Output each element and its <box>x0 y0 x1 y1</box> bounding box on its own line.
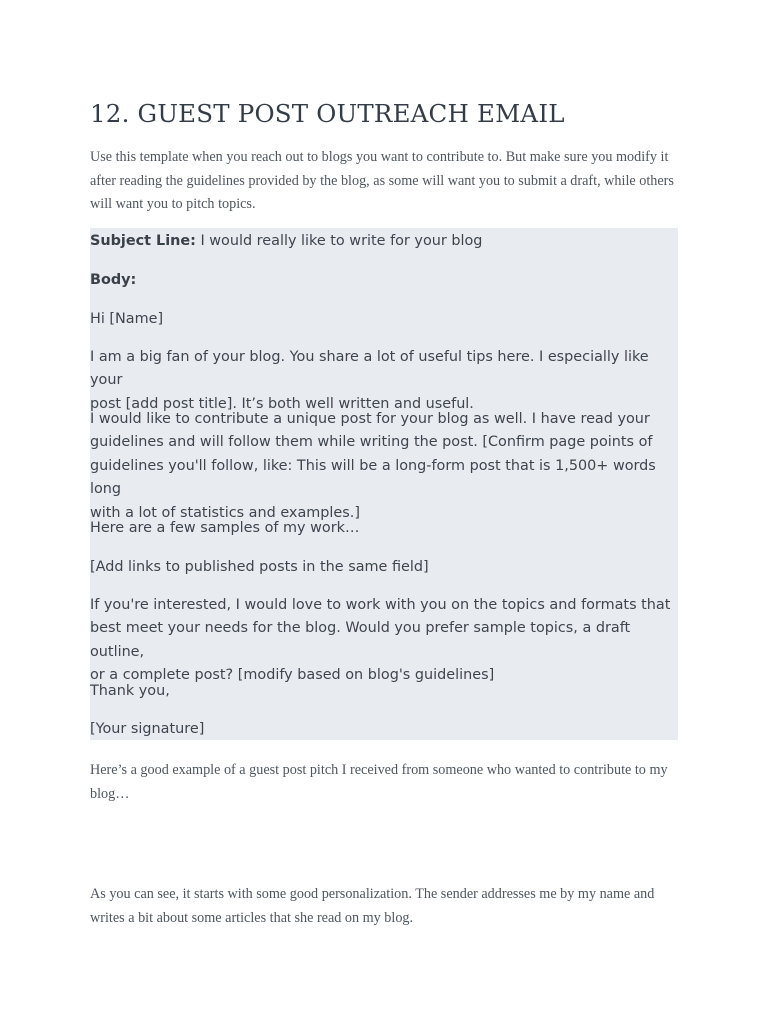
subject-line <box>90 230 678 253</box>
email-greeting: Hi [Name] <box>90 311 164 327</box>
personalization-paragraph: As you can see, it starts with some good personalization. The sender addresses me by my name and writes a bit about some articles that she read on my blog. <box>90 886 655 926</box>
email-template-box <box>90 228 678 740</box>
section-heading: 12. GUEST POST OUTREACH EMAIL <box>90 99 565 128</box>
email-paragraph-4: [Add links to published posts in the same field] <box>90 559 429 575</box>
intro-paragraph: Use this template when you reach out to blogs you want to contribute to. But make sure you modify it after reading the guidelines provided by the blog, as some will want you to submit a draft, while others will want you to pitch topics. <box>90 149 674 212</box>
email-paragraph-1: I am a big fan of your blog. You share a lot of useful tips here. I especially like your post [add post title]. It’s both well written and useful. <box>90 349 649 412</box>
example-intro-paragraph: Here’s a good example of a guest post pitch I received from someone who wanted to contribute to my blog… <box>90 762 668 802</box>
subject-line-value: I would really like to write for your blog <box>195 233 483 249</box>
body-label: Body: <box>90 272 137 288</box>
email-paragraph-2: I would like to contribute a unique post for your blog as well. I have read your guidelines and will follow them while writing the post. [Confirm page points of guidelines you'll follow, like: This will be a long-form post that is 1,500+ words long with a lot of statistics and examples.] <box>90 411 656 521</box>
email-closing: Thank you, <box>90 683 170 699</box>
body-label-line <box>90 269 678 292</box>
email-signature: [Your signature] <box>90 721 205 737</box>
email-paragraph-5: If you're interested, I would love to work with you on the topics and formats that best meet your needs for the blog. Would you prefer sample topics, a draft outline, or a complete post? [modify based on blog's guidelines] <box>90 597 671 684</box>
email-paragraph-3: Here are a few samples of my work… <box>90 520 360 536</box>
subject-line-label: Subject Line: <box>90 233 196 249</box>
